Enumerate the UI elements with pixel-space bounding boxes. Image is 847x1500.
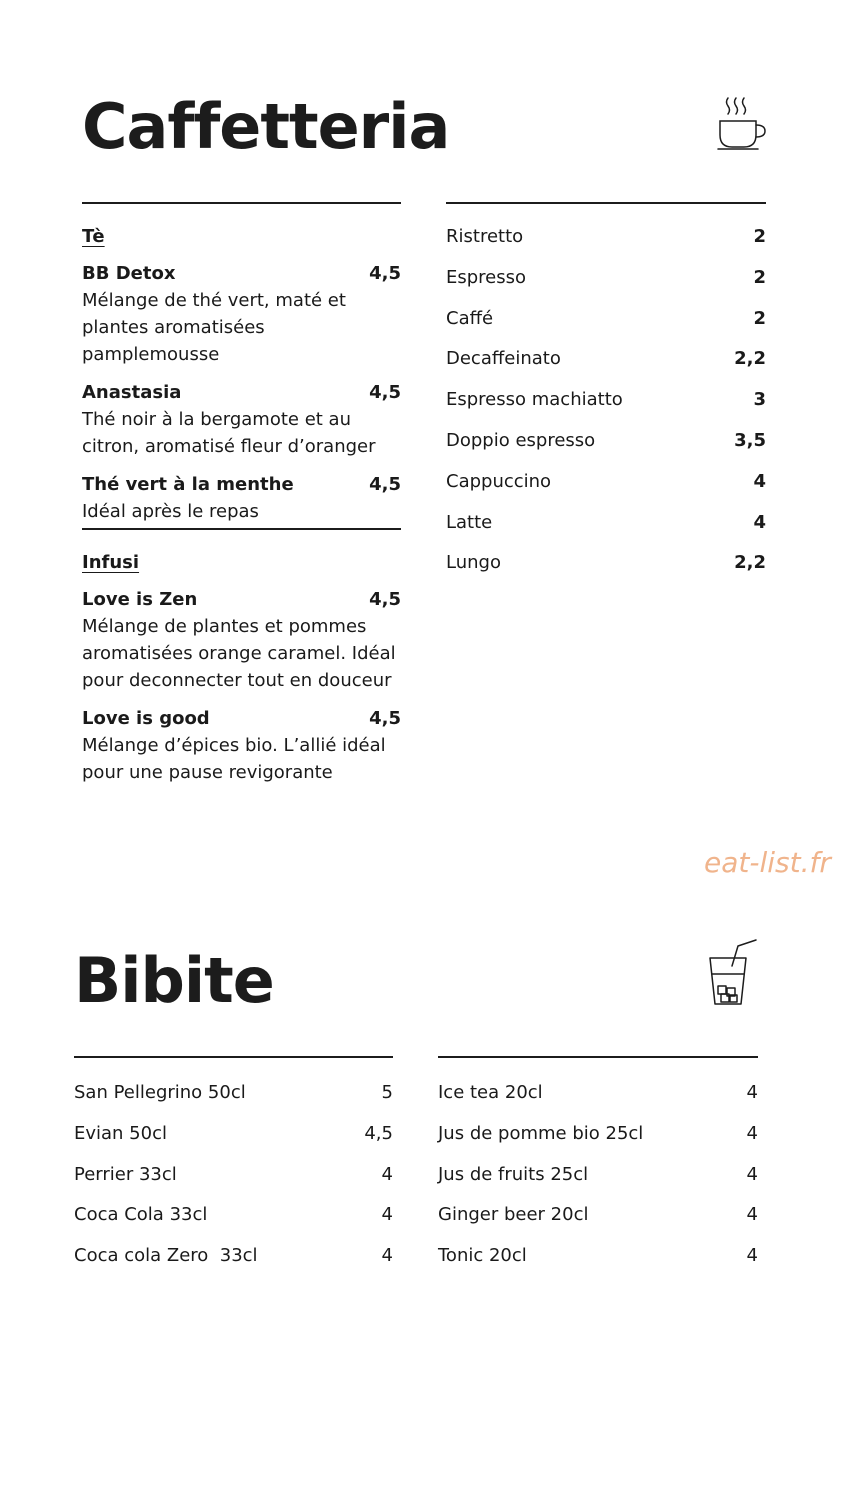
item-price: 4,5	[369, 589, 401, 610]
item-price: 2	[753, 266, 766, 288]
list-item	[438, 1121, 758, 1162]
item-price: 5	[381, 1082, 393, 1103]
item-name: Evian 50cl	[74, 1122, 167, 1144]
item-name: Coca cola Zero 33cl	[74, 1245, 258, 1267]
item-name: Espresso machiatto	[446, 389, 623, 411]
item-description: Mélange de plantes et pommes aromatisées orange caramel. Idéal pour deconnecter tout en douceur	[82, 616, 396, 691]
menu-item	[82, 587, 401, 694]
item-price: 3	[753, 389, 766, 411]
list-item	[446, 346, 766, 387]
item-price: 4,5	[369, 708, 401, 729]
drinks-list-left	[74, 1080, 393, 1284]
list-item	[438, 1202, 758, 1243]
list-item	[74, 1121, 393, 1162]
menu-item	[82, 380, 401, 460]
item-price: 4	[746, 1122, 758, 1144]
item-price: 4,5	[369, 263, 401, 284]
te-heading: Tè	[82, 226, 105, 247]
list-item	[446, 265, 766, 306]
item-name: Ristretto	[446, 226, 524, 247]
list-item	[446, 469, 766, 510]
item-price: 4	[381, 1204, 393, 1226]
item-price: 4,5	[369, 474, 401, 495]
item-name: Ice tea 20cl	[438, 1082, 543, 1103]
list-item	[74, 1243, 393, 1284]
item-price: 4,5	[369, 382, 401, 403]
item-name: Thé vert à la menthe	[82, 474, 294, 495]
item-price: 3,5	[734, 429, 766, 451]
coffee-cup-icon	[712, 95, 770, 153]
item-description: Idéal après le repas	[82, 501, 259, 522]
item-price: 4	[753, 511, 766, 533]
item-price: 4	[746, 1082, 758, 1103]
item-price: 2,2	[734, 348, 766, 370]
item-price: 4	[746, 1245, 758, 1267]
item-price: 4	[753, 470, 766, 492]
item-name: Tonic 20cl	[438, 1245, 527, 1267]
watermark: eat-list.fr	[704, 846, 831, 879]
item-description: Thé noir à la bergamote et au citron, aromatisé fleur d’oranger	[82, 409, 376, 457]
list-item	[74, 1080, 393, 1121]
menu-item	[82, 261, 401, 368]
divider	[438, 1056, 758, 1058]
item-price: 4	[381, 1245, 393, 1267]
item-price: 4	[746, 1163, 758, 1185]
item-name: Perrier 33cl	[74, 1163, 177, 1185]
item-price: 2	[753, 226, 766, 247]
list-item	[74, 1202, 393, 1243]
item-name: Love is good	[82, 708, 210, 729]
coffee-list	[446, 224, 766, 591]
list-item	[446, 224, 766, 265]
list-item	[446, 428, 766, 469]
list-item	[438, 1243, 758, 1284]
divider	[82, 528, 401, 530]
item-name: Jus de fruits 25cl	[438, 1163, 589, 1185]
item-name: Caffé	[446, 307, 494, 329]
item-name: Coca Cola 33cl	[74, 1204, 208, 1226]
list-item	[74, 1162, 393, 1203]
item-name: Ginger beer 20cl	[438, 1204, 589, 1226]
divider	[74, 1056, 393, 1058]
item-name: Espresso	[446, 266, 527, 288]
item-price: 2,2	[734, 552, 766, 574]
item-name: Cappuccino	[446, 470, 552, 492]
item-name: Latte	[446, 511, 493, 533]
item-name: Lungo	[446, 552, 501, 574]
divider	[446, 202, 766, 204]
iced-drink-icon	[704, 938, 760, 1008]
item-name: Anastasia	[82, 382, 182, 403]
menu-item	[82, 472, 401, 525]
infusi-heading: Infusi	[82, 552, 140, 573]
item-price: 2	[753, 307, 766, 329]
item-name: Decaffeinato	[446, 348, 561, 370]
item-price: 4,5	[364, 1122, 393, 1144]
menu-item	[82, 706, 401, 786]
item-name: BB Detox	[82, 263, 176, 284]
tea-column	[82, 226, 401, 537]
item-name: San Pellegrino 50cl	[74, 1082, 246, 1103]
bibite-title: Bibite	[74, 944, 274, 1017]
list-item	[438, 1162, 758, 1203]
divider	[82, 202, 401, 204]
item-price: 4	[381, 1163, 393, 1185]
item-name: Jus de pomme bio 25cl	[438, 1122, 644, 1144]
item-name: Doppio espresso	[446, 429, 596, 451]
drinks-list-right	[438, 1080, 758, 1284]
list-item	[438, 1080, 758, 1121]
list-item	[446, 550, 766, 591]
infusi-column	[82, 552, 401, 798]
item-description: Mélange d’épices bio. L’allié idéal pour une pause revigorante	[82, 735, 386, 783]
item-price: 4	[746, 1204, 758, 1226]
list-item	[446, 306, 766, 347]
item-description: Mélange de thé vert, maté et plantes aromatisées pamplemousse	[82, 290, 346, 365]
list-item	[446, 387, 766, 428]
list-item	[446, 510, 766, 551]
caffetteria-title: Caffetteria	[82, 90, 450, 163]
item-name: Love is Zen	[82, 589, 198, 610]
